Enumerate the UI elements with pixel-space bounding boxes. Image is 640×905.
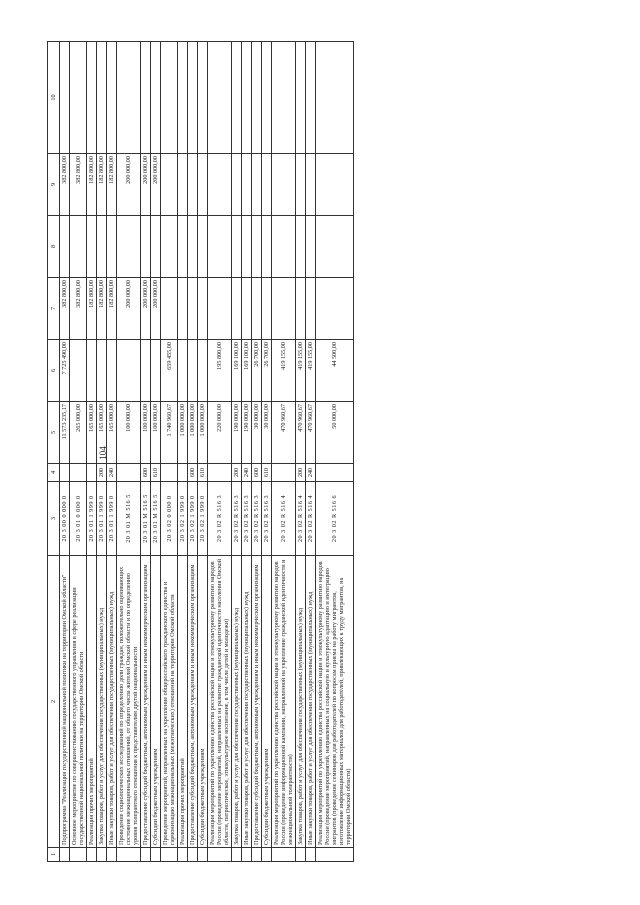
header-cell: 6 (48, 340, 60, 402)
row-description: Реализация прочих мероприятий (87, 556, 97, 848)
row-cell-c8 (60, 216, 70, 278)
row-description: Закупка товаров, работ и услуг для обеспечения государственных (муниципальных) нужд (97, 556, 107, 848)
row-cell-c8 (188, 216, 198, 278)
row-cell-c9: 182 800,00 (87, 154, 97, 216)
row-cell-c10 (252, 42, 262, 154)
row-cell-c5: 470 960,67 (272, 402, 296, 464)
row-marker-cell (262, 848, 272, 862)
row-cell-c10 (141, 42, 151, 154)
table-row (232, 42, 242, 862)
row-cell-c4: 240 (242, 464, 252, 482)
row-cell-c3: 20 3 02 R 516 3 (232, 482, 242, 556)
row-cell-c3: 20 3 02 R 516 3 (252, 482, 262, 556)
row-cell-c9: 182 800,00 (97, 154, 107, 216)
row-cell-c10 (87, 42, 97, 154)
row-cell-c8 (117, 216, 141, 278)
row-cell-c9 (242, 154, 252, 216)
row-cell-c6 (151, 340, 161, 402)
row-cell-c10 (117, 42, 141, 154)
row-cell-c8 (161, 216, 178, 278)
row-cell-c8 (272, 216, 296, 278)
row-cell-c3: 20 3 02 1 999 0 (188, 482, 198, 556)
row-cell-c4 (161, 464, 178, 482)
row-cell-c3: 20 3 02 1 999 0 (198, 482, 208, 556)
row-cell-c4: 200 (232, 464, 242, 482)
row-cell-c9 (188, 154, 198, 216)
row-cell-c10 (296, 42, 306, 154)
header-cell: 7 (48, 278, 60, 340)
row-description: Реализация прочих мероприятий (178, 556, 188, 848)
row-cell-c5: 50 000,00 (316, 402, 354, 464)
row-cell-c7 (232, 278, 242, 340)
row-cell-c6 (117, 340, 141, 402)
row-cell-c5: 100 000,00 (141, 402, 151, 464)
row-cell-c8 (70, 216, 87, 278)
header-cell: 5 (48, 402, 60, 464)
row-marker-cell (178, 848, 188, 862)
table-row (151, 42, 161, 862)
row-cell-c7 (178, 278, 188, 340)
row-cell-c10 (151, 42, 161, 154)
row-cell-c5: 1 000 000,00 (178, 402, 188, 464)
row-cell-c9: 382 800,00 (70, 154, 87, 216)
row-cell-c4: 200 (296, 464, 306, 482)
row-cell-c3: 20 3 01 1 999 0 (97, 482, 107, 556)
row-cell-c4 (117, 464, 141, 482)
row-description: Предоставление субсидий бюджетным, автономным учреждениям и иным некоммерческим организациям (252, 556, 262, 848)
row-cell-c3: 20 3 01 M 516 5 (151, 482, 161, 556)
row-cell-c9 (198, 154, 208, 216)
row-description: Закупка товаров, работ и услуг для обеспечения государственных (муниципальных) нужд (296, 556, 306, 848)
budget-table (47, 41, 354, 862)
table-row (60, 42, 70, 862)
row-marker-cell (316, 848, 354, 862)
row-cell-c8 (87, 216, 97, 278)
row-cell-c3: 20 3 02 0 000 0 (161, 482, 178, 556)
row-description: Подпрограмма "Реализация государственной национальной политики на территории Омской области" (60, 556, 70, 848)
row-cell-c10 (262, 42, 272, 154)
row-cell-c6: 169 100,00 (232, 340, 242, 402)
row-cell-c5: 100 000,00 (151, 402, 161, 464)
table-row (97, 42, 107, 862)
header-cell: 10 (48, 42, 60, 154)
row-cell-c3: 20 3 01 M 516 5 (141, 482, 151, 556)
row-marker-cell (97, 848, 107, 862)
row-cell-c8 (178, 216, 188, 278)
page-number: 104 (97, 446, 108, 460)
budget-table-sheet (47, 42, 592, 862)
row-cell-c9 (306, 154, 316, 216)
row-cell-c7 (188, 278, 198, 340)
row-cell-c4: 610 (262, 464, 272, 482)
row-cell-c7: 182 800,00 (97, 278, 107, 340)
row-cell-c6: 26 700,00 (252, 340, 262, 402)
row-cell-c3: 20 3 02 R 516 3 (208, 482, 232, 556)
table-row (316, 42, 354, 862)
row-cell-c8 (262, 216, 272, 278)
row-description: Субсидии бюджетным учреждениям (198, 556, 208, 848)
table-row (208, 42, 232, 862)
row-cell-c8 (141, 216, 151, 278)
row-cell-c4: 240 (107, 464, 117, 482)
row-cell-c3: 20 3 01 0 000 0 (70, 482, 87, 556)
row-cell-c10 (60, 42, 70, 154)
row-cell-c9 (272, 154, 296, 216)
row-cell-c10 (70, 42, 87, 154)
row-cell-c9: 200 000,00 (117, 154, 141, 216)
row-cell-c9 (262, 154, 272, 216)
row-cell-c10 (208, 42, 232, 154)
header-cell: 2 (48, 556, 60, 848)
row-cell-c8 (151, 216, 161, 278)
table-row (87, 42, 97, 862)
row-cell-c7 (296, 278, 306, 340)
row-cell-c9: 200 000,00 (151, 154, 161, 216)
row-cell-c7: 200 000,00 (141, 278, 151, 340)
table-header-row (48, 42, 60, 862)
row-cell-c6 (70, 340, 87, 402)
row-marker-cell (87, 848, 97, 862)
table-row (161, 42, 178, 862)
row-cell-c8 (296, 216, 306, 278)
row-cell-c6: 419 155,00 (296, 340, 306, 402)
row-cell-c8 (198, 216, 208, 278)
row-cell-c3: 20 3 02 R 516 4 (306, 482, 316, 556)
row-marker-cell (107, 848, 117, 862)
row-marker-cell (70, 848, 87, 862)
row-cell-c6: 659 455,00 (161, 340, 178, 402)
row-cell-c9: 182 800,00 (107, 154, 117, 216)
row-description: Иные закупки товаров, работ и услуг для обеспечения государственных (муниципальных) нужд (107, 556, 117, 848)
table-row (70, 42, 87, 862)
row-cell-c6 (107, 340, 117, 402)
row-cell-c9 (232, 154, 242, 216)
row-cell-c6: 26 700,00 (262, 340, 272, 402)
row-cell-c4: 200 (97, 464, 107, 482)
table-row (178, 42, 188, 862)
row-cell-c7: 200 000,00 (117, 278, 141, 340)
header-cell: 3 (48, 482, 60, 556)
row-cell-c7 (198, 278, 208, 340)
row-cell-c4: 600 (252, 464, 262, 482)
row-cell-c6 (198, 340, 208, 402)
row-marker-cell (117, 848, 141, 862)
row-cell-c9: 200 000,00 (141, 154, 151, 216)
row-cell-c4: 610 (198, 464, 208, 482)
row-cell-c7 (272, 278, 296, 340)
row-cell-c4 (70, 464, 87, 482)
row-cell-c4 (208, 464, 232, 482)
row-cell-c4 (60, 464, 70, 482)
row-description: Предоставление субсидий бюджетным, автономным учреждениям и иным некоммерческим организациям (188, 556, 198, 848)
row-cell-c5: 30 000,00 (262, 402, 272, 464)
row-cell-c7: 200 000,00 (151, 278, 161, 340)
row-cell-c5: 30 000,00 (252, 402, 262, 464)
row-marker-cell (272, 848, 296, 862)
row-marker-cell (198, 848, 208, 862)
header-cell: 4 (48, 464, 60, 482)
row-cell-c9 (296, 154, 306, 216)
row-cell-c10 (306, 42, 316, 154)
table-row (262, 42, 272, 862)
row-cell-c5: 1 000 000,00 (198, 402, 208, 464)
row-cell-c10 (97, 42, 107, 154)
row-description: Иные закупки товаров, работ и услуг для обеспечения государственных (муниципальных) нужд (242, 556, 252, 848)
row-cell-c7 (252, 278, 262, 340)
row-cell-c5: 11 573 235,17 (60, 402, 70, 464)
row-cell-c8 (97, 216, 107, 278)
row-cell-c6 (141, 340, 151, 402)
table-row (117, 42, 141, 862)
row-cell-c3: 20 3 02 R 516 6 (316, 482, 354, 556)
row-marker-cell (232, 848, 242, 862)
row-cell-c6 (87, 340, 97, 402)
row-cell-c5: 1 000 000,00 (188, 402, 198, 464)
row-cell-c5: 165 000,00 (107, 402, 117, 464)
table-row (252, 42, 262, 862)
row-description: Реализация мероприятий по укреплению единства российской нации и этнокультурному развитию народов России (проведение информационной кампании, направленной на укрепление гражданской идентичности и межнациональной толерантности) (272, 556, 296, 848)
row-marker-cell (242, 848, 252, 862)
row-cell-c8 (232, 216, 242, 278)
row-cell-c3: 20 3 02 1 999 0 (178, 482, 188, 556)
row-cell-c6 (178, 340, 188, 402)
row-marker-cell (296, 848, 306, 862)
row-cell-c5: 190 000,00 (242, 402, 252, 464)
row-marker-cell (161, 848, 178, 862)
table-row (272, 42, 296, 862)
row-cell-c10 (232, 42, 242, 154)
row-description: Реализация мероприятий по укреплению единства российской нации и этнокультурному развитию народов России (проведение мероприятий, направленных на социальную и культурную адаптацию и интеграцию мигрантов (проведение семинаров для работодателей по вопросам приема на работу мигрантов, изготовление информационных материалов для работодателей, привлекающих к труду мигрантов, на территории Омской области) (316, 556, 354, 848)
row-marker-cell (306, 848, 316, 862)
row-cell-c10 (188, 42, 198, 154)
row-description: Иные закупки товаров, работ и услуг для обеспечения государственных (муниципальных) нужд (306, 556, 316, 848)
row-cell-c3: 20 3 01 1 999 0 (107, 482, 117, 556)
row-cell-c10 (272, 42, 296, 154)
row-cell-c9 (208, 154, 232, 216)
row-cell-c9: 382 800,00 (60, 154, 70, 216)
row-cell-c4 (178, 464, 188, 482)
row-cell-c5: 470 960,67 (306, 402, 316, 464)
row-description: Субсидии бюджетным учреждениям (151, 556, 161, 848)
row-cell-c7: 382 800,00 (70, 278, 87, 340)
row-cell-c7 (316, 278, 354, 340)
row-cell-c7 (242, 278, 252, 340)
row-cell-c7: 182 800,00 (87, 278, 97, 340)
row-cell-c9 (252, 154, 262, 216)
row-cell-c3: 20 3 02 R 516 4 (272, 482, 296, 556)
row-marker-cell (60, 848, 70, 862)
row-cell-c6 (97, 340, 107, 402)
row-cell-c8 (107, 216, 117, 278)
row-cell-c5: 165 000,00 (97, 402, 107, 464)
row-cell-c8 (316, 216, 354, 278)
row-description: Проведение мероприятий, направленных на укрепление общероссийского гражданского единства и гармонизацию межнациональных (межэтнических) отношений на территории Омской области (161, 556, 178, 848)
header-cell: 9 (48, 154, 60, 216)
row-cell-c6: 419 155,00 (272, 340, 296, 402)
row-marker-cell (188, 848, 198, 862)
row-cell-c10 (107, 42, 117, 154)
row-cell-c5: 165 000,00 (87, 402, 97, 464)
row-description: Субсидии бюджетным учреждениям (262, 556, 272, 848)
row-cell-c5: 100 000,00 (117, 402, 141, 464)
table-row (296, 42, 306, 862)
row-cell-c4 (316, 464, 354, 482)
table-row (107, 42, 117, 862)
row-cell-c8 (306, 216, 316, 278)
row-cell-c5: 470 960,67 (296, 402, 306, 464)
row-cell-c7 (208, 278, 232, 340)
row-cell-c4 (272, 464, 296, 482)
row-cell-c8 (252, 216, 262, 278)
row-cell-c6: 169 100,00 (242, 340, 252, 402)
row-cell-c9 (178, 154, 188, 216)
row-cell-c7 (262, 278, 272, 340)
row-cell-c7 (161, 278, 178, 340)
row-description: Реализация мероприятий по укреплению единства российской нации и этнокультурному развитию народов России (проведение мероприятий, направленных на развитие гражданской идентичности населения Омской области, патриотическое, этнокультурное воспитание, в том числе детей и молодежи) (208, 556, 232, 848)
row-cell-c3: 20 3 01 1 999 0 (87, 482, 97, 556)
row-marker-cell (151, 848, 161, 862)
row-marker-cell (208, 848, 232, 862)
row-cell-c10 (242, 42, 252, 154)
row-cell-c3: 20 3 02 R 516 4 (296, 482, 306, 556)
row-cell-c9 (161, 154, 178, 216)
row-cell-c4: 600 (188, 464, 198, 482)
row-cell-c8 (208, 216, 232, 278)
row-cell-c10 (161, 42, 178, 154)
row-cell-c4 (87, 464, 97, 482)
row-cell-c3: 20 3 01 M 516 5 (117, 482, 141, 556)
row-cell-c4: 610 (151, 464, 161, 482)
row-cell-c6: 44 500,00 (316, 340, 354, 402)
row-marker-cell (252, 848, 262, 862)
row-cell-c5: 190 000,00 (232, 402, 242, 464)
row-cell-c3: 20 3 02 R 516 3 (242, 482, 252, 556)
row-description: Предоставление субсидий бюджетным, автономным учреждениям и иным некоммерческим организациям (141, 556, 151, 848)
row-cell-c7: 382 800,00 (60, 278, 70, 340)
table-row (306, 42, 316, 862)
row-description: Проведение социологических исследований по определению доли граждан, положительно оценивающих состояние межнациональных отношений, от общего числа жителей Омской области и по определению уровня толерантного отношения к представителям другой национальности (117, 556, 141, 848)
row-cell-c10 (316, 42, 354, 154)
row-cell-c5: 265 000,00 (70, 402, 87, 464)
row-cell-c6: 195 800,00 (208, 340, 232, 402)
row-cell-c7: 182 800,00 (107, 278, 117, 340)
row-cell-c6: 419 155,00 (306, 340, 316, 402)
header-cell: 8 (48, 216, 60, 278)
row-cell-c6 (188, 340, 198, 402)
table-row (141, 42, 151, 862)
row-cell-c8 (242, 216, 252, 278)
row-marker-cell (141, 848, 151, 862)
row-cell-c4: 240 (306, 464, 316, 482)
row-cell-c5: 220 000,00 (208, 402, 232, 464)
row-cell-c5: 1 740 960,67 (161, 402, 178, 464)
row-cell-c9 (316, 154, 354, 216)
row-cell-c3: 20 3 00 0 000 0 (60, 482, 70, 556)
row-cell-c7 (306, 278, 316, 340)
row-cell-c10 (178, 42, 188, 154)
row-cell-c3: 20 3 02 R 516 3 (262, 482, 272, 556)
row-description: Основное мероприятие по совершенствованию государственного управления в сфере реализации государственной национальной политики на территории Омской области (70, 556, 87, 848)
header-cell: 1 (48, 848, 60, 862)
table-row (198, 42, 208, 862)
row-description: Закупка товаров, работ и услуг для обеспечения государственных (муниципальных) нужд (232, 556, 242, 848)
table-row (188, 42, 198, 862)
row-cell-c4: 600 (141, 464, 151, 482)
row-cell-c6: 7 725 490,00 (60, 340, 70, 402)
table-row (242, 42, 252, 862)
row-cell-c10 (198, 42, 208, 154)
